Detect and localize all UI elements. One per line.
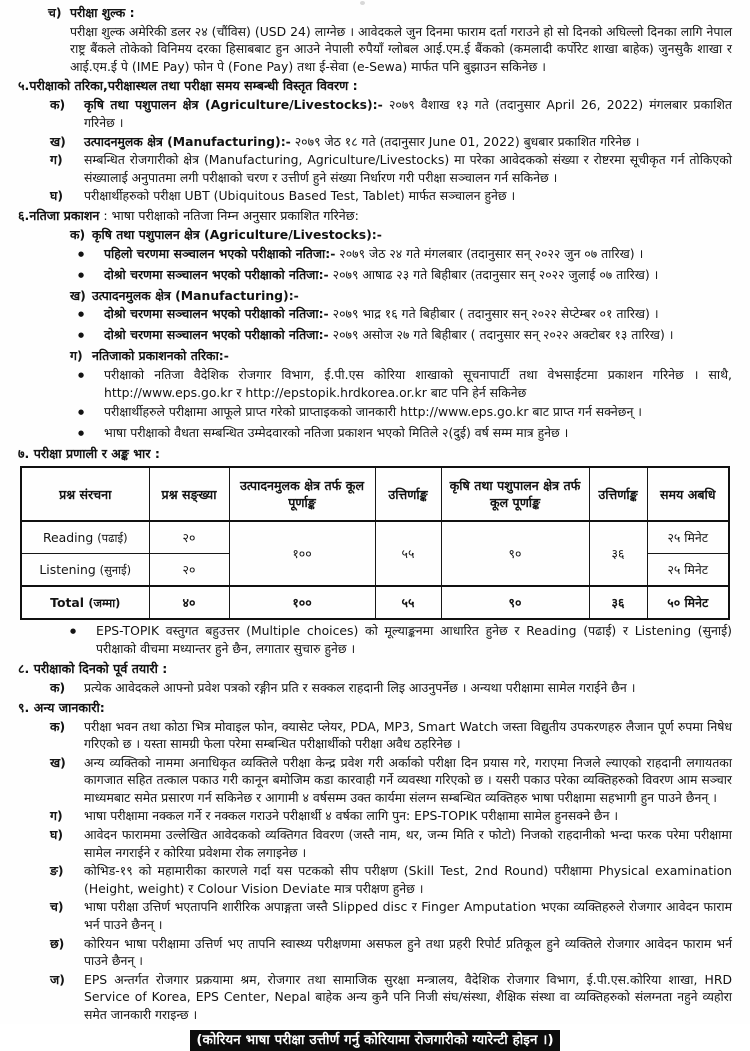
exam-structure-table-wrap <box>20 466 732 620</box>
section-6-group-ga <box>18 347 732 365</box>
bullet-text <box>104 305 732 323</box>
cell-agriculture-total-merged: ९० <box>441 521 589 586</box>
cell-duration: २५ मिनेट <box>647 521 729 554</box>
cell-duration: २५ मिनेट <box>647 554 729 587</box>
bullet-text: EPS-TOPIK वस्तुगत बहुउत्तर (Multiple choices) को मूल्याङ्कनमा आधारित हुनेछ र Reading (पढाई) र Listening (सुनाई) परीक्षाको वीचमा मध्यान्तर हुने छैन, लगातार सुचारु हुनेछ । <box>96 623 732 657</box>
section-6-kha-bullet-2 <box>18 326 732 345</box>
section-5-item-ga <box>18 151 732 186</box>
item-marker: छ) <box>50 935 65 951</box>
item-marker: ख) <box>50 133 66 149</box>
footer-banner: (कोरियन भाषा परीक्षा उत्तीर्ण गर्नु कोरियामा रोजगारीको ग्यारेन्टी होइन ।) <box>190 1030 559 1051</box>
item-rest: २०७९ वैशाख १३ गते (तदानुसार April 26, 2022) मंगलबार प्रकाशित गरिनेछ । <box>84 97 732 130</box>
item-marker: ख) <box>50 754 66 770</box>
item-marker: क) <box>70 226 86 242</box>
group-label: कृषि तथा पशुपालन क्षेत्र (Agriculture/Livestocks):- <box>92 226 382 242</box>
col-header-structure: प्रश्न संरचना <box>21 467 149 521</box>
col-header-manufacturing-pass: उत्तिर्णाङ्क <box>375 467 441 521</box>
section-8-item-ka <box>18 679 732 697</box>
item-text: परीक्षार्थीहरुको परीक्षा UBT (Ubiquitous Based Test, Tablet) मार्फत सञ्चालन हुनेछ । <box>84 188 516 204</box>
col-header-agriculture-total: कृषि तथा पशुपालन क्षेत्र तर्फ कूल पूर्णाङ्क <box>441 467 589 521</box>
cell-manufacturing-pass: ५५ <box>375 586 441 619</box>
bullet-rest: २०७९ असोज २७ गते बिहीबार ( तदानुसार सन् २०२२ अक्टोबर १३ तारिख) । <box>328 327 674 343</box>
section-6-ga-bullet-3 <box>18 424 732 443</box>
section-9-heading <box>18 699 732 717</box>
cell-agriculture-pass-merged: ३६ <box>589 521 647 586</box>
section-8-number: ८. <box>18 660 30 676</box>
section-6-group-kha <box>18 287 732 305</box>
section-7-note-bullet <box>18 622 732 658</box>
bullet-rest: २०७९ जेठ २४ गते मंगलबार (तदानुसार सन् २०२२ जुन ०७ तारिख) । <box>335 245 644 261</box>
cell-manufacturing-total-merged: १०० <box>229 521 375 586</box>
item-text <box>84 133 732 151</box>
section-5-item-ka <box>18 96 732 131</box>
group-label: नतिजाको प्रकाशनको तरिका:- <box>92 348 229 364</box>
item-text: अन्य व्यक्तिको नाममा अनाधिकृत व्यक्तिले परीक्षा केन्द्र प्रवेश गरी अर्काको परीक्षा दिन प्रयास गरे, गराएमा निजले ल्याएको राहदानी लगायतका कागजात सहित तत्काल पकाउ गरी कानून बमोजिम कडा कारवाही गर्ने व्यवस्था गरिएको छ । यसरी पकाउ परेका व्यक्तिहरुको विवरण आम सञ्चार माध्यमबाट समेत प्रसारण गर्न सकिनेछ र आगामी ४ वर्षसम्म उक्त कार्यमा संलग्न सम्बन्धित व्यक्तिहरु भाषा परीक्षामा सहभागी हुन पाउने छैनन् । <box>84 754 732 805</box>
section-6-heading <box>18 207 732 225</box>
exam-structure-table <box>20 466 730 620</box>
section-9-item-ja <box>18 971 732 1024</box>
bullet-text <box>104 326 732 344</box>
cell-questions: ४० <box>149 586 229 619</box>
bullet-icon <box>78 366 104 385</box>
section-6-number: ६. <box>18 207 30 223</box>
cell-questions: २० <box>149 554 229 587</box>
section-9-item-kha <box>18 754 732 807</box>
section-5-title: परीक्षाको तरिका,परीक्षास्थल तथा परीक्षा समय सम्बन्धी विस्तृत विवरण : <box>29 78 358 94</box>
item-marker: घ) <box>50 827 63 843</box>
col-header-count: प्रश्न सङ्ख्या <box>149 467 229 521</box>
item-rest: २०७९ जेठ १८ गते (तदानुसार June 01, 2022) बुधबार प्रकाशित गरिनेछ । <box>290 133 640 149</box>
row-label-np: (जम्मा) <box>88 595 121 610</box>
bullet-bold: दोश्रो चरणमा सञ्चालन भएको परीक्षाको नतिजा:- <box>104 306 329 322</box>
bullet-icon <box>78 245 104 264</box>
item-marker: ङ) <box>50 863 64 879</box>
section-6-group-ka <box>18 226 732 244</box>
cell-manufacturing-total: १०० <box>229 586 375 619</box>
item-exam-fee-heading <box>18 4 732 22</box>
item-marker: क) <box>50 97 66 113</box>
bullet-text <box>104 245 732 263</box>
section-8-heading <box>18 660 732 678</box>
item-marker: घ) <box>50 188 63 204</box>
item-marker: च) <box>48 5 62 20</box>
item-text: भाषा परीक्षामा नक्कल गर्ने र नक्कल गराउने परीक्षार्थी ४ वर्षका लागि पुन: EPS-TOPIK परीक्षामा सामेल हुनसक्ने छैन । <box>84 808 619 824</box>
section-5-item-gha <box>18 187 732 205</box>
table-row-total <box>21 586 729 619</box>
item-marker: च) <box>50 899 64 915</box>
cell-row-label <box>21 554 149 587</box>
bullet-rest: २०७९ आषाढ २३ गते बिहीबार (तदानुसार सन् २०२२ जुलाई ०७ तारिख) । <box>328 266 659 282</box>
bullet-text: भाषा परीक्षाको वैधता सम्बन्धित उम्मेदवारको नतिजा प्रकाशन भएको मितिले २(दुई) वर्ष सम्म मात्र हुनेछ । <box>104 425 569 441</box>
section-7-heading <box>18 445 732 463</box>
item-text: कोरियन भाषा परीक्षामा उत्तिर्ण भए तापनि स्वास्थ्य परीक्षणमा असफल हुने तथा प्रहरी रिपोर्ट प्रतिकूल हुने व्यक्तिले रोजगार आवेदन फाराम भर्न पाउने छैनन् । <box>84 935 732 969</box>
cell-agriculture-total: ९० <box>441 586 589 619</box>
cell-agriculture-pass: ३६ <box>589 586 647 619</box>
exam-fee-heading: परीक्षा शुल्क : <box>70 5 135 20</box>
section-6-ga-bullet-2 <box>18 403 732 422</box>
col-header-duration: समय अबधि <box>647 467 729 521</box>
section-7-number: ७. <box>18 446 30 462</box>
cell-row-label <box>21 521 149 554</box>
bullet-rest: २०७९ भाद्र १६ गते बिहीबार ( तदानुसार सन् २०२२ सेप्टेम्बर ०१ तारिख) । <box>328 306 659 322</box>
bullet-icon <box>78 266 104 285</box>
bullet-icon <box>78 403 104 422</box>
bullet-bold: दोश्रो चरणमा सञ्चालन भएको परीक्षाको नतिजा:- <box>104 266 329 282</box>
item-marker: ज) <box>50 971 65 987</box>
bullet-icon <box>78 326 104 345</box>
bullet-bold: पहिलो चरणमा सञ्चालन भएको परीक्षाको नतिजा:- <box>104 245 336 261</box>
section-9-item-ga <box>18 807 732 825</box>
row-label-en: Reading <box>42 529 94 545</box>
cell-duration: ५० मिनेट <box>647 586 729 619</box>
section-6-title-rest: : भाषा परीक्षाको नतिजा निम्न अनुसार प्रकाशित गरिनेछ: <box>99 207 359 223</box>
table-header-row <box>21 467 729 521</box>
section-9-item-gha <box>18 826 732 861</box>
section-5-item-kha <box>18 133 732 151</box>
bullet-icon <box>78 305 104 324</box>
exam-fee-body: परीक्षा शुल्क अमेरिकी डलर २४ (चौंविस) (USD 24) लाग्नेछ । आवेदकले जुन दिनमा फाराम दर्ता गराउने हो सो दिनको अघिल्लो दिनका लागि नेपाल राष्ट्र बैंकले तोकेको विनिमय दरका हिसाबबाट हुन आउने नेपाली रुपैयाँ ग्लोबल आई.एम.ई बैंकको (कमलादी कर्पोरेट शाखा बाहेक) जुनसुकै शाखा र आई.एम.ई पे (IME Pay) फोन पे (Fone Pay) तथा ई-सेवा (e-Sewa) मार्फत पनि बुझाउन सकिनेछ । <box>70 23 732 74</box>
item-text: कोभिड-१९ को महामारीका कारणले गर्दा यस पटकको सीप परीक्षण (Skill Test, 2nd Round) परीक्षामा Physical examination (Height, weight) र Colour Vision Deviate मात्र परीक्षण हुनेछ । <box>84 863 732 896</box>
item-text: सम्बन्धित रोजगारीको क्षेत्र (Manufacturing, Agriculture/Livestocks) मा परेका आवेदकको संख्या र रोष्टरमा सूचीकृत गर्न तोकिएको संख्यालाई अनुपातमा लगी परीक्षाको चरण र उत्तीर्ण हुने संख्या निर्धारण गरी परीक्षा सञ्चालन गर्न सकिनेछ । <box>84 152 732 185</box>
section-6-ga-bullet-1 <box>18 366 732 402</box>
section-6-ka-bullet-1 <box>18 245 732 264</box>
group-label: उत्पादनमुलक क्षेत्र (Manufacturing):- <box>92 287 299 303</box>
item-text: EPS अन्तर्गत रोजगार प्रक्रयामा श्रम, रोजगार तथा सामाजिक सुरक्षा मन्त्रालय, वैदेशिक रोजगार विभाग, ई.पी.एस.कोरिया शाखा, HRD Service of Korea, EPS Center, Nepal बाहेक अन्य कुनै पनि निजी संघ/संस्था, शैक्षिक संस्था वा व्यक्तिहरुको संलग्नता नहुने व्यहोरा समेत जानकारी गराइन्छ । <box>84 971 732 1022</box>
row-label-np: (सुनाई) <box>99 562 132 577</box>
section-5-number: ५. <box>18 78 30 94</box>
item-marker: ख) <box>70 287 86 303</box>
section-5-heading <box>18 77 732 95</box>
section-9-number: ९. <box>18 699 30 715</box>
section-6-title-bold: नतिजा प्रकाशन <box>29 207 100 223</box>
row-label-en: Listening <box>39 561 96 577</box>
cell-manufacturing-pass-merged: ५५ <box>375 521 441 586</box>
item-bold-lead: कृषि तथा पशुपालन क्षेत्र (Agriculture/Livestocks):- <box>84 97 383 113</box>
bullet-text: परीक्षार्थीहरुले परीक्षामा आफूले प्राप्त गरेको प्राप्ताइकको जानकारी http://www.eps.go.kr बाट प्राप्त गर्न सक्नेछन् । <box>104 404 642 420</box>
section-6-ka-bullet-2 <box>18 266 732 285</box>
col-header-agriculture-pass: उत्तिर्णाङ्क <box>589 467 647 521</box>
item-text: आवेदन फाराममा उल्लेखित आवेदकको व्यक्तिगत विवरण (जस्तै नाम, थर, जन्म मिति र फोटो) निजको राहदानीको भन्दा फरक परेमा परीक्षामा सामेल नगराईने र कोरिया प्रवेशमा रोक लगाइनेछ । <box>84 827 732 860</box>
item-text <box>84 96 732 131</box>
scan-artifact-speck <box>360 1 365 5</box>
bullet-text <box>104 266 732 284</box>
item-marker: क) <box>50 679 66 695</box>
table-row <box>21 521 729 554</box>
item-marker: ग) <box>70 348 83 364</box>
cell-row-label <box>21 586 149 619</box>
footer-banner-wrap <box>18 1029 732 1051</box>
row-label-en: Total <box>50 594 84 610</box>
col-header-manufacturing-total: उत्पादनमुलक क्षेत्र तर्फ कूल पूर्णाङ्क <box>229 467 375 521</box>
item-text: प्रत्येक आवेदकले आफ्नो प्रवेश पत्रको रङ्गीन प्रति र सक्कल राहदानी लिइ आउनुपर्नेछ । अन्यथा परीक्षामा सामेल गराईने छैन । <box>84 679 636 695</box>
section-9-item-chha <box>18 935 732 970</box>
item-marker: क) <box>50 718 66 734</box>
bullet-bold: दोश्रो चरणमा सञ्चालन भएको परीक्षाको नतिजा:- <box>104 327 329 343</box>
section-9-item-nga <box>18 862 732 897</box>
item-marker: ग) <box>50 808 63 824</box>
item-marker: ग) <box>50 152 63 168</box>
bullet-text: परीक्षाको नतिजा वैदेशिक रोजगार विभाग, ई.पी.एस कोरिया शाखाको सूचनापार्टी तथा वेभसाईटमा प्रकाशन गरिनेछ । साथै, http://www.eps.go.kr र http://epstopik.hrdkorea.or.kr बाट पनि हेर्न सकिनेछ <box>104 366 732 400</box>
cell-questions: २० <box>149 521 229 554</box>
section-6-kha-bullet-1 <box>18 305 732 324</box>
section-9-item-ka <box>18 718 732 753</box>
bullet-icon <box>70 622 96 641</box>
row-label-np: (पढाई) <box>97 530 128 545</box>
item-text: भाषा परीक्षा उत्तिर्ण भएतापनि शारीरिक अपाङ्गता जस्तै Slipped disc र Finger Amputation भएका व्यक्तिहरुले रोजगार आवेदन फाराम भर्न पाउने छैनन् । <box>84 899 732 933</box>
section-8-title: परीक्षाको दिनको पूर्व तयारी : <box>33 660 168 676</box>
section-9-title: अन्य जानकारी: <box>33 699 105 715</box>
section-9-item-cha <box>18 898 732 933</box>
bullet-icon <box>78 424 104 443</box>
item-bold-lead: उत्पादनमुलक क्षेत्र (Manufacturing):- <box>84 133 291 149</box>
item-text: परीक्षा भवन तथा कोठा भित्र मोवाइल फोन, क्यासेट प्लेयर, PDA, MP3, Smart Watch जस्ता विद्युतीय उपकरणहरु लैजान पूर्ण रुपमा निषेध गरिएको छ । यस्ता सामग्री फेला परेमा सम्बन्धित परीक्षार्थीको परीक्षा अवैध ठहरिनेछ । <box>84 718 732 752</box>
section-7-title: परीक्षा प्रणाली र अङ्क भार : <box>33 446 160 462</box>
